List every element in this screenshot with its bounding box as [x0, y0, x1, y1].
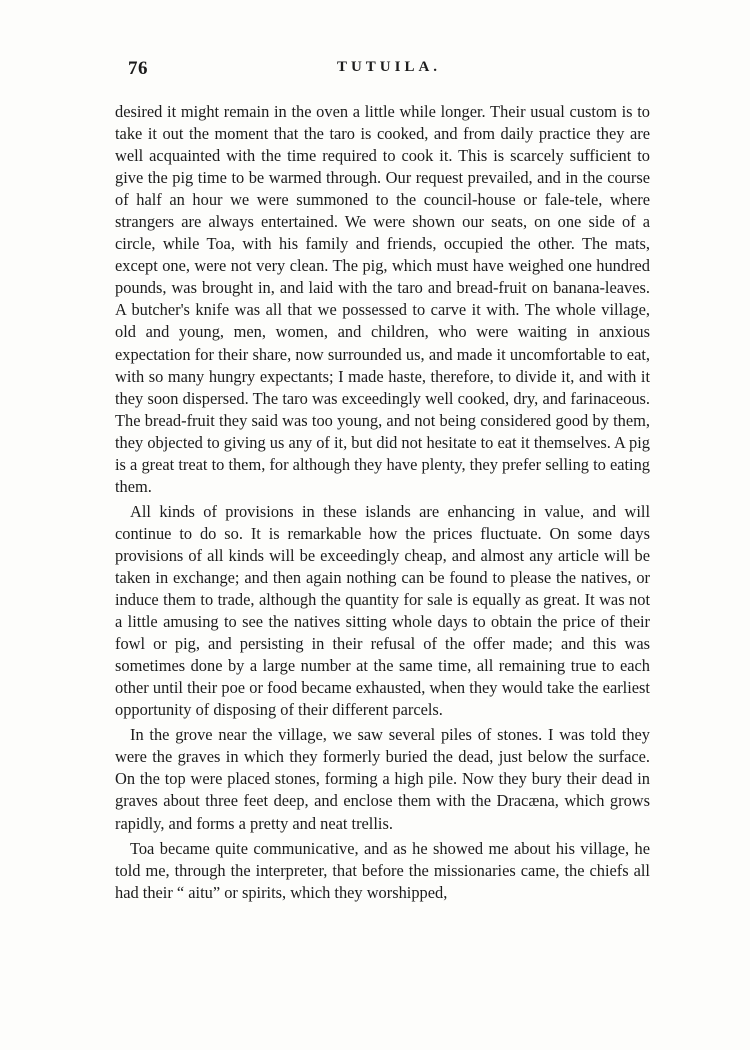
body-text	[115, 101, 650, 907]
paragraph-provisions: All kinds of provisions in these islands are enhancing in value, and will continue to do so. It is remarkable how the prices fluctuate. On some days provisions of all kinds will be exceedingly cheap, and almost any article will be taken in exchange; and then again nothing can be found to please the natives, or induce them to trade, although the quantity for sale is equally as great. It was not a little amusing to see the natives sitting whole days to obtain the price of their fowl or pig, and persisting in their refusal of the offer made; and this was sometimes done by a large number at the same time, all remaining true to each other until their poe or food became exhausted, when they would take the earliest opportunity of disposing of their different parcels.	[115, 501, 650, 720]
running-title: TUTUILA.	[336, 59, 442, 75]
running-head	[128, 58, 638, 86]
paragraph-continued: desired it might remain in the oven a little while longer. Their usual custom is to take it out the moment that the taro is cooked, and from daily practice they are well acquainted with the time required to cook it. This is scarcely sufficient to give the pig time to be warmed through. Our request prevailed, and in the course of half an hour we were summoned to the council-house or fale-tele, where strangers are always entertained. We were shown our seats, on one side of a circle, while Toa, with his family and friends, occupied the other. The mats, except one, were not very clean. The pig, which must have weighed one hundred pounds, was brought in, and laid with the taro and bread-fruit on banana-leaves. A butcher's knife was all that we possessed to carve it with. The whole village, old and young, men, women, and children, who were waiting in anxious expectation for their share, now surrounded us, and made it uncomfortable to eat, with so many hungry expectants; I made haste, therefore, to divide it, and with it they soon dispersed. The taro was exceedingly well cooked, dry, and farinaceous. The bread-fruit they said was too young, and not being considered good by them, they objected to giving us any of it, but did not hesitate to eat it themselves. A pig is a great treat to them, for although they have plenty, they prefer selling to eating them.	[115, 102, 650, 496]
paragraph-graves: In the grove near the village, we saw several piles of stones. I was told they were the graves in which they formerly buried the dead, just below the surface. On the top were placed stones, forming a high pile. Now they bury their dead in graves about three feet deep, and enclose them with the Dracæna, which grows rapidly, and forms a pretty and neat trellis.	[115, 725, 650, 833]
page-number: 76	[128, 58, 148, 79]
paragraph-toa: Toa became quite communicative, and as he showed me about his village, he told me, through the interpreter, that before the missionaries came, the chiefs all had their “ aitu” or spirits, which they worshipped,	[115, 838, 650, 902]
